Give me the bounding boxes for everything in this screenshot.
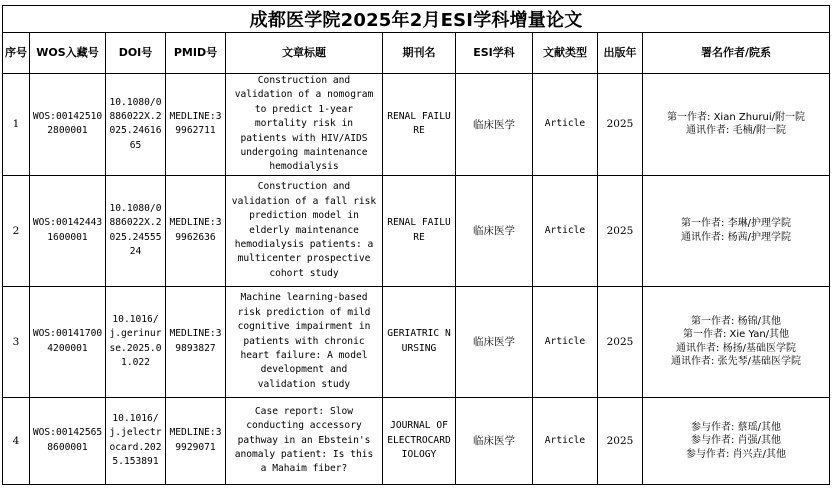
- pmid: MEDLINE:39962711: [169, 111, 222, 137]
- doc-type: Article: [533, 74, 598, 176]
- journal-name: GERIATRIC NURSING: [387, 328, 451, 354]
- header-authors: 署名作者/院系: [643, 33, 830, 74]
- pmid: MEDLINE:39929071: [169, 427, 222, 453]
- header-journal: 期刊名: [383, 33, 456, 74]
- esi-subject: 临床医学: [456, 286, 533, 397]
- header-doc-type: 文献类型: [533, 33, 598, 74]
- pub-year: 2025: [598, 397, 643, 484]
- header-article-title: 文章标题: [226, 33, 383, 74]
- author-line: 参与作者: 肖兴垚/其他: [686, 448, 786, 460]
- header-row: [3, 33, 830, 74]
- row-number: 1: [3, 74, 30, 176]
- wos-id: WOS:001425658600001: [32, 427, 103, 453]
- pmid: MEDLINE:39893827: [169, 328, 222, 354]
- row-number: 4: [3, 397, 30, 484]
- header-year: 出版年: [598, 33, 643, 74]
- pmid: MEDLINE:39962636: [169, 217, 222, 243]
- header-doi: DOI号: [106, 33, 166, 74]
- journal-name: JOURNAL OF ELECTROCARDIOLOGY: [387, 420, 451, 461]
- row-number: 3: [3, 286, 30, 397]
- pub-year: 2025: [598, 286, 643, 397]
- table-row: [3, 397, 830, 484]
- doi: 10.1016/j.jelectrocard.2025.153891: [109, 413, 162, 468]
- authors-cell: [643, 74, 830, 176]
- header-no: 序号: [3, 33, 30, 74]
- author-line: 通讯作者: 张先琴/基础医学院: [671, 356, 801, 368]
- author-line: 通讯作者: 杨扬/基础医学院: [676, 342, 796, 354]
- article-title: Construction and validation of a fall risk prediction model in elderly maintenance hemodialysis patients: a multicenter prospective cohort study: [231, 181, 377, 279]
- article-title: Case report: Slow conducting accessory pathway in an Ebstein's anomaly patient: Is this a Mahaim fiber?: [234, 405, 374, 475]
- esi-papers-table: [2, 5, 830, 485]
- pub-year: 2025: [598, 175, 643, 286]
- author-line: 通讯作者: 杨茜/护理学院: [681, 231, 791, 243]
- header-wos: WOS入藏号: [30, 33, 106, 74]
- wos-id: WOS:001425102800001: [32, 111, 103, 137]
- doi: 10.1016/j.gerinurse.2025.01.022: [109, 314, 162, 369]
- article-title: Construction and validation of a nomogram to predict 1-year mortality risk in patients with HIV/AIDS undergoing maintenance hemodialysis: [234, 75, 374, 173]
- esi-subject: 临床医学: [456, 397, 533, 484]
- table-row: [3, 175, 830, 286]
- header-esi: ESI学科: [456, 33, 533, 74]
- authors-cell: [643, 397, 830, 484]
- author-line: 第一作者: 李琳/护理学院: [681, 218, 791, 230]
- author-line: 第一作者: Xian Zhurui/附一院: [667, 111, 805, 123]
- article-title: Machine learning-based risk prediction of mild cognitive impairment in patients with chronic heart failure: A model development and validation study: [237, 292, 371, 390]
- esi-subject: 临床医学: [456, 74, 533, 176]
- authors-cell: [643, 286, 830, 397]
- esi-subject: 临床医学: [456, 175, 533, 286]
- table-row: [3, 74, 830, 176]
- author-line: 第一作者: 杨锦/其他: [691, 315, 781, 327]
- author-line: 参与作者: 肖强/其他: [691, 435, 781, 447]
- journal-name: RENAL FAILURE: [387, 217, 451, 243]
- doi: 10.1080/0886022X.2025.2461665: [109, 96, 162, 151]
- author-line: 第一作者: Xie Yan/其他: [682, 329, 790, 341]
- doc-type: Article: [533, 286, 598, 397]
- table-row: [3, 286, 830, 397]
- page-title: 成都医学院2025年2月ESI学科增量论文: [3, 6, 830, 33]
- doi: 10.1080/0886022X.2025.2455524: [109, 203, 162, 258]
- wos-id: WOS:001417004200001: [32, 328, 103, 354]
- pub-year: 2025: [598, 74, 643, 176]
- journal-name: RENAL FAILURE: [387, 111, 451, 137]
- author-line: 参与作者: 蔡瑶/其他: [691, 421, 781, 433]
- author-line: 通讯作者: 毛楠/附一院: [686, 125, 786, 137]
- doc-type: Article: [533, 397, 598, 484]
- doc-type: Article: [533, 175, 598, 286]
- wos-id: WOS:001424431600001: [32, 217, 103, 243]
- authors-cell: [643, 175, 830, 286]
- row-number: 2: [3, 175, 30, 286]
- header-pmid: PMID号: [166, 33, 226, 74]
